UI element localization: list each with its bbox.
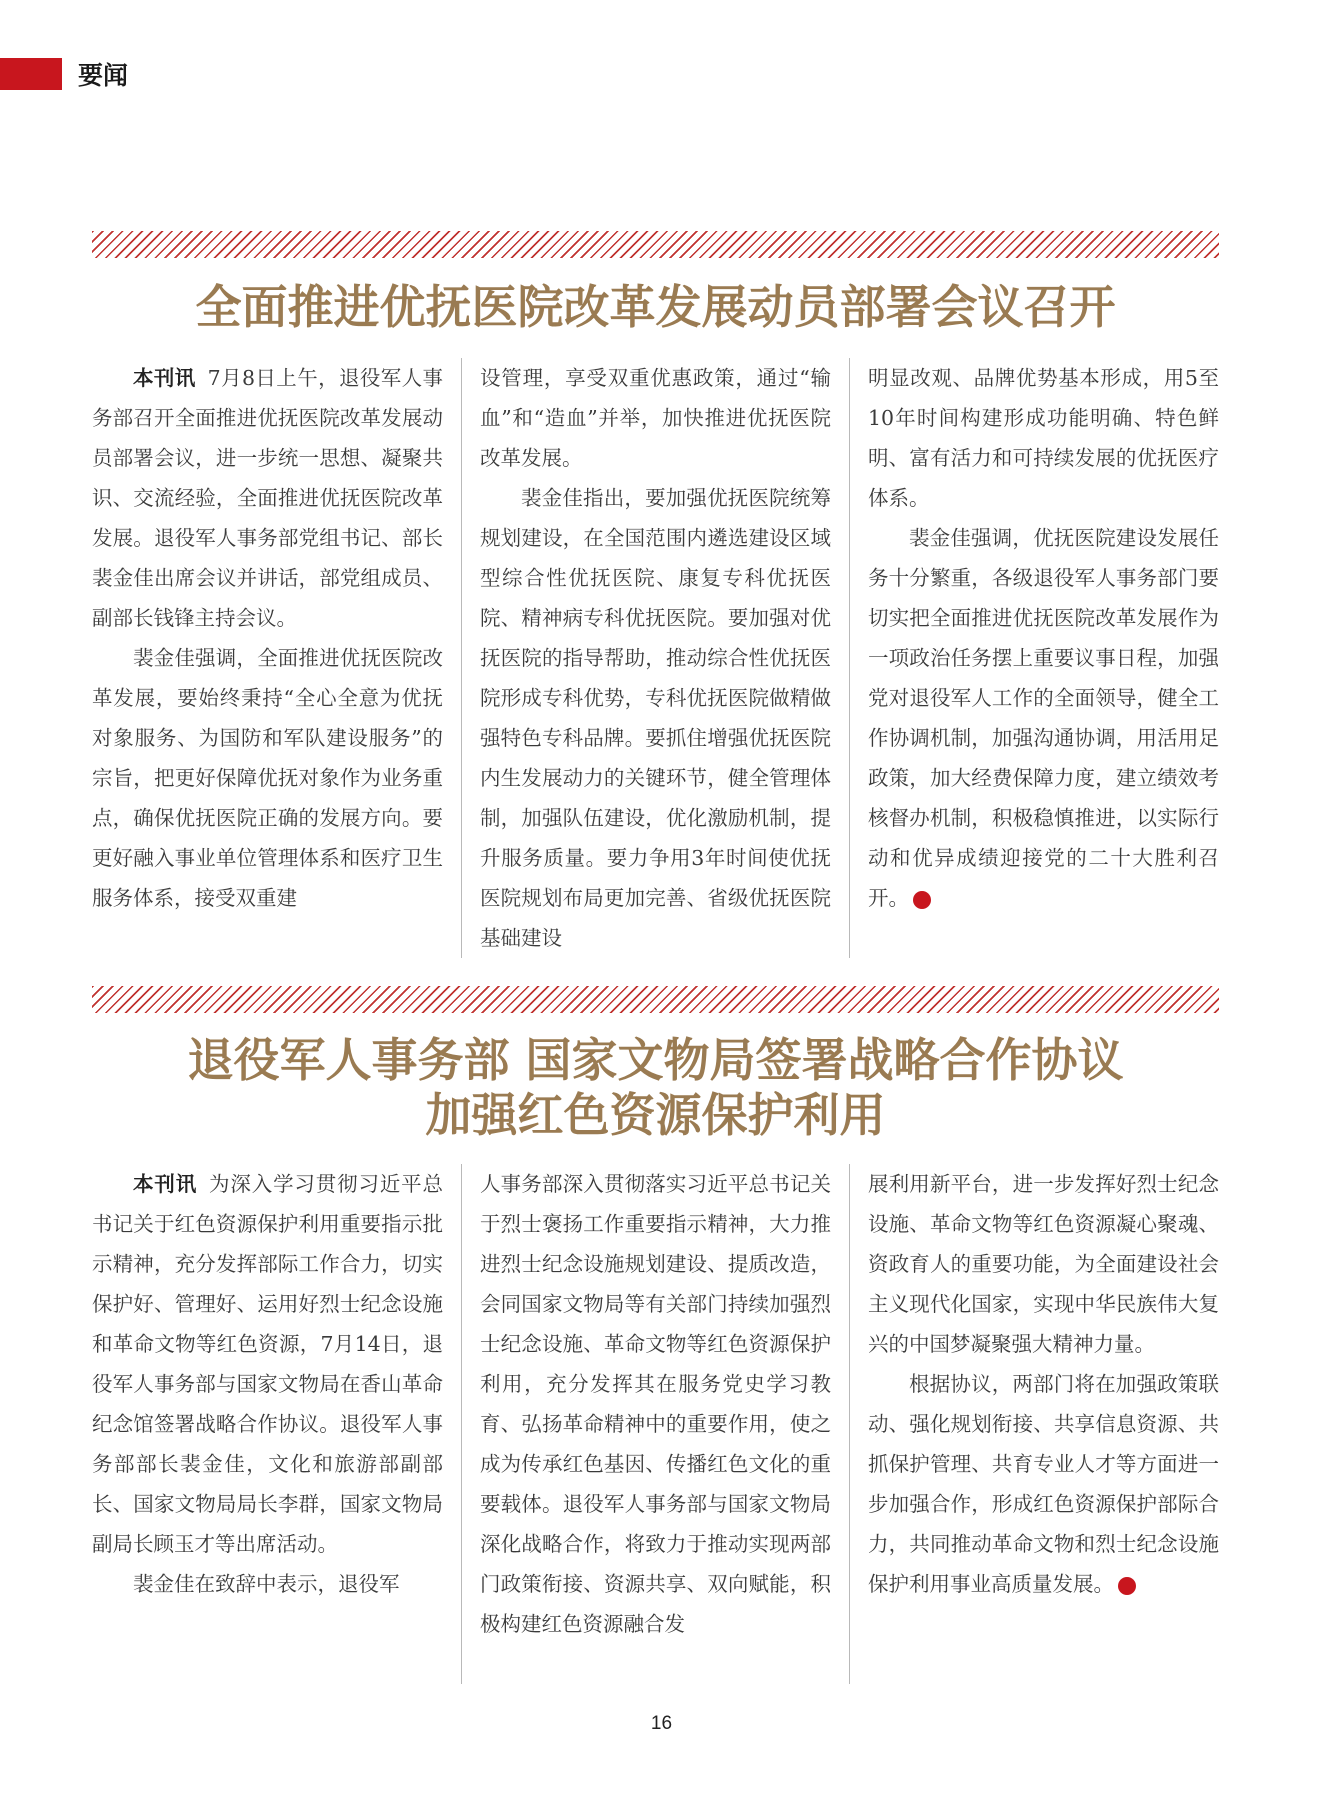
paragraph: 根据协议，两部门将在加强政策联动、强化规划衔接、共享信息资源、共抓保护管理、共育专业人才等方面进一步加强合作，形成红色资源保护部际合力，共同推动革命文物和烈士纪念设施保护利用事业高质量发展。 V bbox=[868, 1372, 1219, 1596]
column-divider bbox=[461, 358, 462, 958]
page-number: 16 bbox=[650, 1713, 673, 1734]
article-1-column-2 bbox=[480, 358, 831, 958]
paragraph: 明显改观、品牌优势基本形成，用5至10年时间构建形成功能明确、特色鲜明、富有活力和可持续发展的优抚医疗体系。 bbox=[868, 366, 1219, 510]
paragraph: 裴金佳在致辞中表示，退役军 bbox=[133, 1572, 400, 1596]
paragraph: 裴金佳强调，优抚医院建设发展任务十分繁重，各级退役军人事务部门要切实把全面推进优抚医院改革发展作为一项政治任务摆上重要议事日程，加强党对退役军人工作的全面领导，健全工作协调机制，加强沟通协调，用活用足政策，加大经费保障力度，建立绩效考核督办机制，积极稳慎推进，以实际行动和优异成绩迎接党的二十大胜利召开。 V bbox=[868, 526, 1219, 910]
section-label: 要闻 bbox=[78, 61, 129, 90]
article-1-hatch-divider bbox=[92, 231, 1219, 258]
article-1-title bbox=[92, 282, 1219, 333]
section-color-bar bbox=[0, 58, 62, 90]
column-divider bbox=[849, 1164, 850, 1684]
article-2-column-1 bbox=[92, 1164, 443, 1684]
dateline: 本刊讯 bbox=[133, 1172, 198, 1196]
article-1-column-1 bbox=[92, 358, 443, 958]
article-2-column-3 bbox=[868, 1164, 1219, 1684]
paragraph: 人事务部深入贯彻落实习近平总书记关于烈士褒扬工作重要指示精神，大力推进烈士纪念设施规划建设、提质改造，会同国家文物局等有关部门持续加强烈士纪念设施、革命文物等红色资源保护利用，充分发挥其在服务党史学习教育、弘扬革命精神中的重要作用，使之成为传承红色基因、传播红色文化的重要载体。退役军人事务部与国家文物局深化战略合作，将致力于推动实现两部门政策衔接、资源共享、双向赋能，积极构建红色资源融合发 bbox=[480, 1172, 831, 1636]
article-2-title-line-1: 退役军人事务部 国家文物局签署战略合作协议 bbox=[187, 1033, 1124, 1087]
column-divider bbox=[461, 1164, 462, 1684]
paragraph: 本刊讯 7月8日上午，退役军人事务部召开全面推进优抚医院改革发展动员部署会议，进一步统一思想、凝聚共识、交流经验，全面推进优抚医院改革发展。退役军人事务部党组书记、部长裴金佳出席会议并讲话，部党组成员、副部长钱锋主持会议。 bbox=[92, 366, 443, 630]
dateline: 本刊讯 bbox=[133, 366, 196, 390]
article-1-column-3 bbox=[868, 358, 1219, 958]
article-2-body bbox=[92, 1164, 1219, 1684]
paragraph: 裴金佳指出，要加强优抚医院统筹规划建设，在全国范围内遴选建设区域型综合性优抚医院、康复专科优抚医院、精神病专科优抚医院。要加强对优抚医院的指导帮助，推动综合性优抚医院形成专科优势，专科优抚医院做精做强特色专科品牌。要抓住增强优抚医院内生发展动力的关键环节，健全管理体制，加强队伍建设，优化激励机制，提升服务质量。要力争用3年时间使优抚医院规划布局更加完善、省级优抚医院基础建设 bbox=[480, 486, 831, 950]
article-2-title-line-2: 加强红色资源保护利用 bbox=[425, 1087, 886, 1142]
end-mark-icon: V bbox=[1118, 1577, 1136, 1595]
article-2-column-2 bbox=[480, 1164, 831, 1684]
paragraph: 设管理，享受双重优惠政策，通过“输血”和“造血”并举，加快推进优抚医院改革发展。 bbox=[480, 366, 831, 470]
paragraph: 展利用新平台，进一步发挥好烈士纪念设施、革命文物等红色资源凝心聚魂、资政育人的重要功能，为全面建设社会主义现代化国家，实现中华民族伟大复兴的中国梦凝聚强大精神力量。 bbox=[868, 1172, 1219, 1356]
paragraph: 裴金佳强调，全面推进优抚医院改革发展，要始终秉持“全心全意为优抚对象服务、为国防和军队建设服务”的宗旨，把更好保障优抚对象作为业务重点，确保优抚医院正确的发展方向。要更好融入事业单位管理体系和医疗卫生服务体系，接受双重建 bbox=[92, 646, 443, 910]
column-divider bbox=[849, 358, 850, 958]
section-tag bbox=[0, 58, 128, 90]
paragraph: 本刊讯 为深入学习贯彻习近平总书记关于红色资源保护利用重要指示批示精神，充分发挥部际工作合力，切实保护好、管理好、运用好烈士纪念设施和革命文物等红色资源，7月14日，退役军人事务部与国家文物局在香山革命纪念馆签署战略合作协议。退役军人事务部部长裴金佳，文化和旅游部副部长、国家文物局局长李群，国家文物局副局长顾玉才等出席活动。 bbox=[92, 1172, 443, 1556]
article-1-title-line-1: 全面推进优抚医院改革发展动员部署会议召开 bbox=[195, 280, 1116, 334]
end-mark-icon: V bbox=[913, 891, 931, 909]
article-1-body bbox=[92, 358, 1219, 958]
article-2-hatch-divider bbox=[92, 986, 1219, 1013]
article-2-title bbox=[92, 1035, 1219, 1140]
